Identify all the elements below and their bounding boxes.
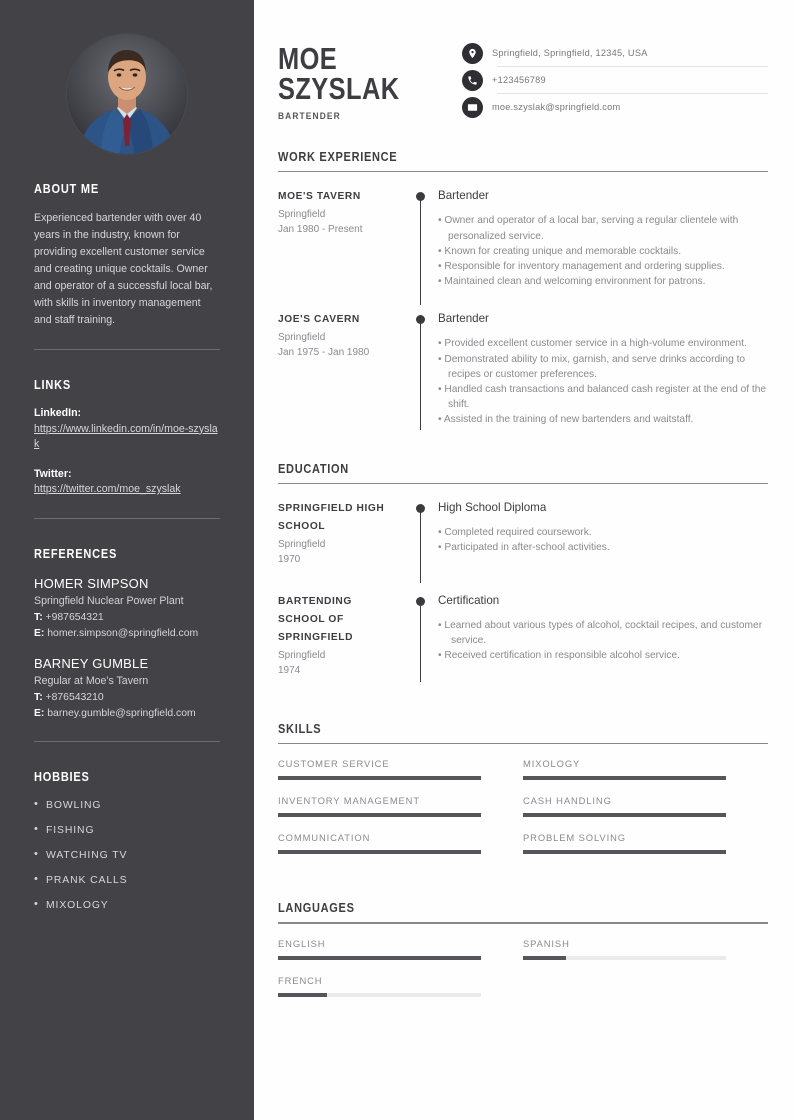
references-section: [34, 547, 220, 742]
bullet: • Maintained clean and welcoming environment for patrons.: [438, 276, 706, 288]
languages-section: [278, 901, 768, 1011]
entry-bullets: [438, 336, 768, 427]
work-experience-section: [278, 150, 768, 428]
entry-body: [438, 500, 768, 567]
bullet: • Completed required coursework.: [438, 527, 592, 539]
reference-email: [34, 706, 220, 721]
reference-item: [34, 655, 220, 721]
phone-icon: [462, 70, 483, 91]
work-entry: [278, 188, 768, 289]
language-name: SPANISH: [523, 937, 570, 949]
hobbies-list: [34, 798, 220, 913]
skill-item: [278, 795, 523, 817]
timeline-line: [420, 200, 421, 305]
divider: [34, 741, 220, 742]
contact-email: moe.szyslak@springfield.com: [492, 102, 621, 112]
divider: [278, 743, 768, 744]
education-entry: [278, 500, 768, 567]
divider: [34, 518, 220, 519]
divider: [34, 349, 220, 350]
entry-meta: [278, 593, 410, 678]
language-bar-fill: [523, 956, 566, 960]
contact-address: Springfield, Springfield, 12345, USA: [492, 48, 648, 58]
entry-location: Springfield: [278, 539, 326, 551]
list-item: • FISHING: [34, 823, 220, 838]
language-bar-fill: [278, 993, 327, 997]
contact-list: [462, 36, 768, 120]
entry-meta: [278, 500, 410, 567]
skill-bar-track: [278, 850, 481, 854]
timeline: [410, 311, 438, 427]
skill-bar-track: [278, 813, 481, 817]
about-me-title: ABOUT ME: [34, 182, 100, 196]
entry-bullets: [438, 525, 768, 555]
link-label: Twitter:: [34, 467, 72, 480]
skill-name: COMMUNICATION: [278, 832, 371, 844]
entry-dates: Jan 1980 - Present: [278, 223, 363, 235]
language-item: [278, 938, 523, 960]
skills-title: SKILLS: [278, 722, 322, 737]
list-item: • MIXOLOGY: [34, 898, 220, 913]
timeline: [410, 188, 438, 289]
work-experience-title: WORK EXPERIENCE: [278, 150, 398, 164]
reference-org: Regular at Moe's Tavern: [34, 674, 149, 687]
last-name: SZYSLAK: [278, 71, 400, 106]
reference-name: BARNEY GUMBLE: [34, 655, 149, 671]
skill-bar-fill: [278, 776, 481, 780]
hobbies-title: HOBBIES: [34, 769, 90, 784]
map-pin-icon: [462, 43, 483, 64]
list-item: • PRANK CALLS: [34, 873, 220, 888]
skill-bar-fill: [523, 850, 726, 854]
entry-role: High School Diploma: [438, 501, 547, 515]
timeline-line: [420, 323, 421, 429]
entry-bullets: [438, 213, 768, 289]
skill-item: [523, 758, 768, 780]
language-bar-track: [278, 993, 481, 997]
entry-meta: [278, 311, 410, 427]
skill-bar-fill: [523, 813, 726, 817]
links-section: [34, 378, 220, 519]
profile-photo-wrap: [34, 0, 220, 154]
skill-bar-fill: [523, 776, 726, 780]
skill-name: CUSTOMER SERVICE: [278, 758, 390, 770]
skill-item: [523, 795, 768, 817]
link-item[interactable]: [34, 406, 220, 453]
education-title: EDUCATION: [278, 461, 349, 476]
entry-role: Certification: [438, 594, 500, 608]
entry-org: BARTENDING SCHOOL OF SPRINGFIELD: [278, 596, 354, 644]
bullet: • Responsible for inventory management and ordering supplies.: [438, 261, 725, 272]
entry-location: Springfield: [278, 209, 326, 221]
language-bar-track: [523, 956, 726, 960]
entry-dates: 1970: [278, 553, 301, 565]
skill-item: [278, 832, 523, 854]
entry-bullets: [438, 618, 768, 664]
divider: [278, 922, 768, 923]
references-title: REFERENCES: [34, 546, 118, 561]
bullet: • Owner and operator of a local bar, serving a regular clientele with personalized service.: [438, 215, 739, 242]
bullet: • Learned about various types of alcohol, cocktail recipes, and customer service.: [438, 620, 763, 647]
bullet: • Known for creating unique and memorable cocktails.: [438, 245, 682, 257]
about-me-text: Experienced bartender with over 40 years in the industry, known for providing excellent customer service and creating unique cocktails. Owner and operator of a successful local bar, with skills in inventory management and staff training.: [34, 212, 213, 326]
entry-body: [438, 593, 768, 678]
divider: [278, 171, 768, 172]
skill-name: MIXOLOGY: [523, 758, 581, 770]
divider: [278, 483, 768, 484]
job-title: BARTENDER: [278, 111, 341, 122]
main-content: [254, 0, 794, 1120]
education-section: [278, 462, 768, 678]
reference-email: [34, 626, 220, 641]
reference-phone: [34, 610, 220, 625]
contact-row-email: [462, 94, 768, 120]
phone-value: +876543210: [45, 691, 104, 703]
entry-dates: Jan 1975 - Jan 1980: [278, 346, 370, 358]
sidebar: [0, 0, 254, 1120]
reference-phone: [34, 690, 220, 705]
email-value: barney.gumble@springfield.com: [47, 707, 196, 719]
phone-label: T:: [34, 611, 43, 623]
first-name: MOE: [278, 41, 338, 76]
skill-item: [523, 832, 768, 854]
languages-title: LANGUAGES: [278, 901, 355, 916]
skill-bar-track: [278, 776, 481, 780]
entry-role: Bartender: [438, 312, 489, 326]
phone-value: +987654321: [45, 611, 104, 623]
bullet: • Assisted in the training of new bartenders and waitstaff.: [438, 414, 694, 426]
resume-header: [278, 36, 768, 122]
language-bar-track: [278, 956, 481, 960]
skill-name: PROBLEM SOLVING: [523, 832, 626, 844]
timeline-line: [420, 605, 421, 682]
entry-location: Springfield: [278, 332, 326, 344]
entry-org: JOE'S CAVERN: [278, 314, 360, 326]
bullet: • Handled cash transactions and balanced cash register at the end of the shift.: [438, 384, 767, 411]
bullet: • Participated in after-school activities.: [438, 542, 610, 554]
skill-name: CASH HANDLING: [523, 795, 612, 807]
skills-section: [278, 722, 768, 869]
language-name: FRENCH: [278, 974, 323, 986]
bullet: • Provided excellent customer service in a high-volume environment.: [438, 338, 747, 350]
list-item: • WATCHING TV: [34, 848, 220, 863]
link-url[interactable]: https://www.linkedin.com/in/moe-szyslak: [34, 422, 218, 450]
link-url[interactable]: https://twitter.com/moe_szyslak: [34, 483, 181, 495]
email-label: E:: [34, 707, 45, 719]
hobbies-section: [34, 770, 220, 913]
bullet: • Demonstrated ability to mix, garnish, and serve drinks according to recipes or customer preferences.: [438, 353, 746, 380]
entry-meta: [278, 188, 410, 289]
reference-org: Springfield Nuclear Power Plant: [34, 594, 184, 607]
education-entry: [278, 593, 768, 678]
languages-grid: [278, 938, 768, 1012]
name-block: [278, 36, 426, 122]
entry-dates: 1974: [278, 664, 301, 676]
skill-bar-track: [523, 776, 726, 780]
avatar: [67, 34, 187, 154]
work-entry: [278, 311, 768, 427]
entry-org: MOE'S TAVERN: [278, 191, 361, 203]
language-bar-fill: [278, 956, 481, 960]
entry-role: Bartender: [438, 189, 489, 203]
entry-org: SPRINGFIELD HIGH SCHOOL: [278, 503, 385, 533]
language-name: ENGLISH: [278, 937, 326, 949]
timeline-line: [420, 512, 421, 583]
skill-bar-track: [523, 850, 726, 854]
entry-body: [438, 188, 768, 289]
list-item: • BOWLING: [34, 798, 220, 813]
skill-name: INVENTORY MANAGEMENT: [278, 795, 420, 807]
envelope-icon: [462, 97, 483, 118]
contact-row-address: [462, 40, 768, 66]
language-item: [523, 938, 768, 960]
skill-bar-track: [523, 813, 726, 817]
entry-location: Springfield: [278, 650, 326, 662]
reference-item: [34, 575, 220, 641]
skill-item: [278, 758, 523, 780]
skill-bar-fill: [278, 850, 481, 854]
link-item[interactable]: [34, 467, 220, 498]
reference-name: HOMER SIMPSON: [34, 575, 149, 591]
contact-phone: +123456789: [492, 75, 546, 85]
about-me-section: [34, 182, 220, 350]
email-label: E:: [34, 627, 45, 639]
skill-bar-fill: [278, 813, 481, 817]
language-item: [278, 975, 523, 997]
links-title: LINKS: [34, 378, 71, 392]
phone-label: T:: [34, 691, 43, 703]
email-value: homer.simpson@springfield.com: [47, 627, 199, 639]
timeline: [410, 500, 438, 567]
entry-body: [438, 311, 768, 427]
bullet: • Received certification in responsible alcohol service.: [438, 650, 680, 662]
link-label: LinkedIn:: [34, 407, 82, 419]
skills-grid: [278, 758, 768, 869]
contact-row-phone: [462, 67, 768, 93]
timeline: [410, 593, 438, 678]
